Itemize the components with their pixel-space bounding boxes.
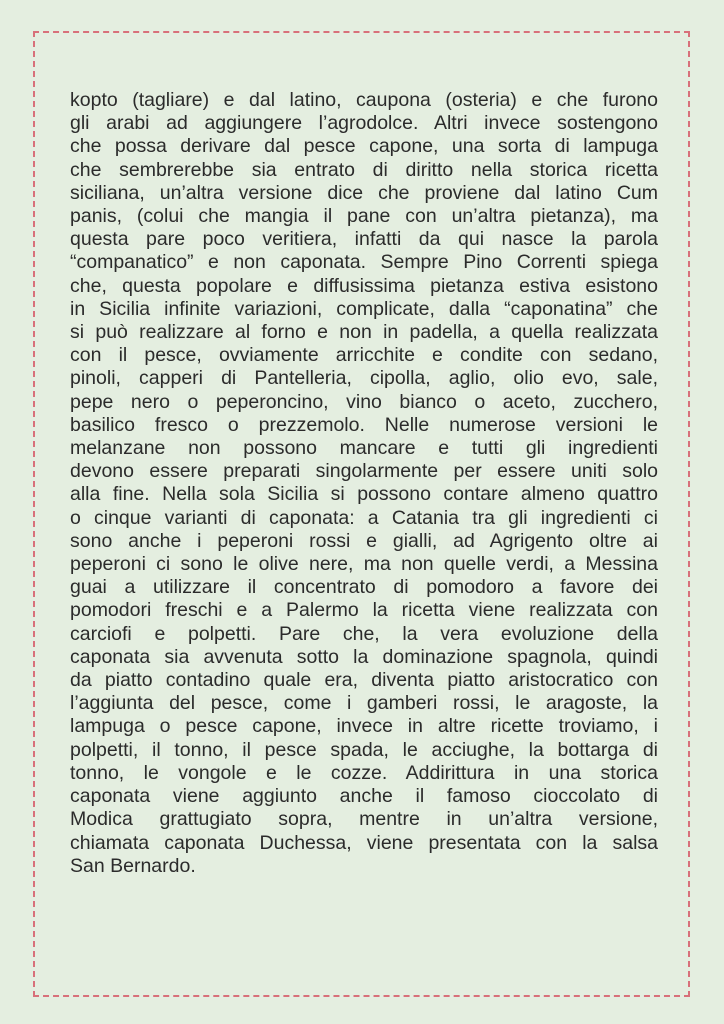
text-line: carciofi e polpetti. Pare che, la vera evoluzione della	[70, 622, 658, 645]
text-line: che sembrerebbe sia entrato di diritto nella storica ricetta	[70, 158, 658, 181]
text-line: l’aggiunta del pesce, come i gamberi rossi, le aragoste, la	[70, 692, 658, 715]
text-line: tonno, le vongole e le cozze. Addirittura in una storica	[70, 761, 658, 784]
text-line: Modica grattugiato sopra, mentre in un’altra versione,	[70, 808, 658, 831]
text-line: chiamata caponata Duchessa, viene presentata con la salsa	[70, 831, 658, 854]
text-line: kopto (tagliare) e dal latino, caupona (osteria) e che furono	[70, 89, 658, 111]
text-line: alla fine. Nella sola Sicilia si possono contare almeno quattro	[70, 483, 658, 506]
text-line: in Sicilia infinite variazioni, complicate, dalla “caponatina” che	[70, 297, 658, 320]
text-line: da piatto contadino quale era, diventa piatto aristocratico con	[70, 669, 658, 692]
text-line: “companatico” e non caponata. Sempre Pino Correnti spiega	[70, 251, 658, 274]
text-line: gli arabi ad aggiungere l’agrodolce. Altri invece sostengono	[70, 112, 658, 135]
text-line: pinoli, capperi di Pantelleria, cipolla, aglio, olio evo, sale,	[70, 367, 658, 390]
text-line: melanzane non possono mancare e tutti gli ingredienti	[70, 437, 658, 460]
text-line: caponata sia avvenuta sotto la dominazione spagnola, quindi	[70, 645, 658, 668]
text-line: questa pare poco veritiera, infatti da qui nasce la parola	[70, 228, 658, 251]
text-line: San Bernardo.	[70, 854, 196, 877]
text-line: lampuga o pesce capone, invece in altre ricette troviamo, i	[70, 715, 658, 738]
text-line: devono essere preparati singolarmente per essere uniti solo	[70, 460, 658, 483]
text-line: sono anche i peperoni rossi e gialli, ad Agrigento oltre ai	[70, 529, 658, 552]
text-line: pepe nero o peperoncino, vino bianco o aceto, zucchero,	[70, 390, 658, 413]
text-line: con il pesce, ovviamente arricchite e condite con sedano,	[70, 344, 658, 367]
text-line: o cinque varianti di caponata: a Catania tra gli ingredienti ci	[70, 506, 658, 529]
text-line: che possa derivare dal pesce capone, una sorta di lampuga	[70, 135, 658, 158]
text-line: siciliana, un’altra versione dice che proviene dal latino Cum	[70, 181, 658, 204]
text-line: basilico fresco o prezzemolo. Nelle numerose versioni le	[70, 413, 658, 436]
text-line: polpetti, il tonno, il pesce spada, le acciughe, la bottarga di	[70, 738, 658, 761]
article-text	[70, 89, 658, 878]
text-line: si può realizzare al forno e non in padella, a quella realizzata	[70, 321, 658, 344]
text-line: panis, (colui che mangia il pane con un’altra pietanza), ma	[70, 205, 658, 228]
text-line: guai a utilizzare il concentrato di pomodoro a favore dei	[70, 576, 658, 599]
text-line: caponata viene aggiunto anche il famoso cioccolato di	[70, 785, 658, 808]
text-line: che, questa popolare e diffusissima pietanza estiva esistono	[70, 274, 658, 297]
text-line: peperoni ci sono le olive nere, ma non quelle verdi, a Messina	[70, 553, 658, 576]
text-line: pomodori freschi e a Palermo la ricetta viene realizzata con	[70, 599, 658, 622]
